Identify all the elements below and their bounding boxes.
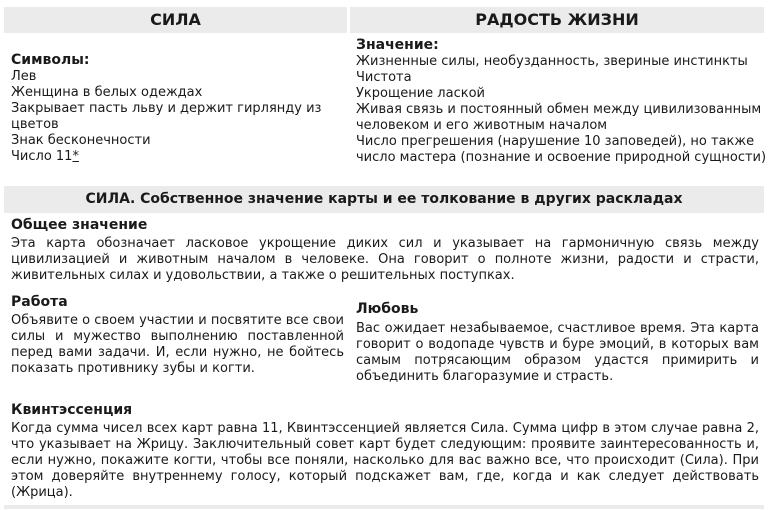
symbol-item: Знак бесконечности xyxy=(11,133,151,148)
general-meaning-title: Общее значение xyxy=(11,217,148,233)
general-meaning-text: Эта карта обозначает ласковое укрощение диких сил и указывает на гармоничную связь между цивилизацией и животным началом в человеке. Она говорит о полноте жизни, радости и страсти, живительных силах и удовольствии, а также о решительных поступках. xyxy=(11,236,759,283)
symbols-title: Символы: xyxy=(11,52,90,68)
meaning-item: Чистота xyxy=(356,70,412,85)
meaning-item: Число прегрешения (нарушение 10 заповедей), но также число мастера (познание и освоение природной сущности) xyxy=(356,134,767,165)
meaning-item: Жизненные силы, необузданность, звериные инстинкты xyxy=(356,54,748,69)
work-title: Работа xyxy=(11,294,68,310)
love-text: Вас ожидает незабываемое, счастливое время. Эта карта говорит о водопаде чувств и буре эмоций, в которых вам самым потрясающим образом удастся примирить и объединить благоразумие и страсть. xyxy=(356,321,759,384)
card-title-header: СИЛА xyxy=(4,7,347,33)
interpretation-band-title: СИЛА. Собственное значение карты и ее толкование в других раскладах xyxy=(4,186,764,213)
meaning-item: Укрощение лаской xyxy=(356,86,485,101)
meaning-item: Живая связь и постоянный обмен между цивилизованным человеком и его животным началом xyxy=(356,102,762,133)
meaning-block xyxy=(356,37,768,166)
bottom-divider xyxy=(4,505,764,509)
symbol-item: Лев xyxy=(11,69,37,84)
work-text: Объявите о своем участии и посвятите все свои силы и мужество выполнению поставленной перед вами задачи. И, если нужно, не бойтесь показать противнику зубы и когти. xyxy=(11,313,344,376)
symbol-number-line xyxy=(11,149,341,165)
footnote-link[interactable]: * xyxy=(72,149,79,164)
symbol-item: Женщина в белых одеждах xyxy=(11,85,203,100)
quintessence-title: Квинтэссенция xyxy=(11,402,133,418)
symbols-block xyxy=(11,52,341,165)
meaning-title: Значение: xyxy=(356,37,439,53)
symbol-number: Число 11 xyxy=(11,149,73,164)
quintessence-text: Когда сумма чисел всех карт равна 11, Квинтэссенцией является Сила. Сумма цифр в этом случае равна 2, что указывает на Жрицу. Заключительный совет карт будет следующим: проявите заинтересованность и, если нужно, покажите когти, чтобы все поняли, насколько для вас важно все, что происходит (Сила). При этом доверяйте внутреннему голосу, который подскажет вам, где, когда и как следует действовать (Жрица). xyxy=(11,421,759,500)
love-title: Любовь xyxy=(356,301,419,317)
symbol-item: Закрывает пасть льву и держит гирлянду из цветов xyxy=(11,101,322,132)
card-subtitle-header: РАДОСТЬ ЖИЗНИ xyxy=(350,7,764,33)
